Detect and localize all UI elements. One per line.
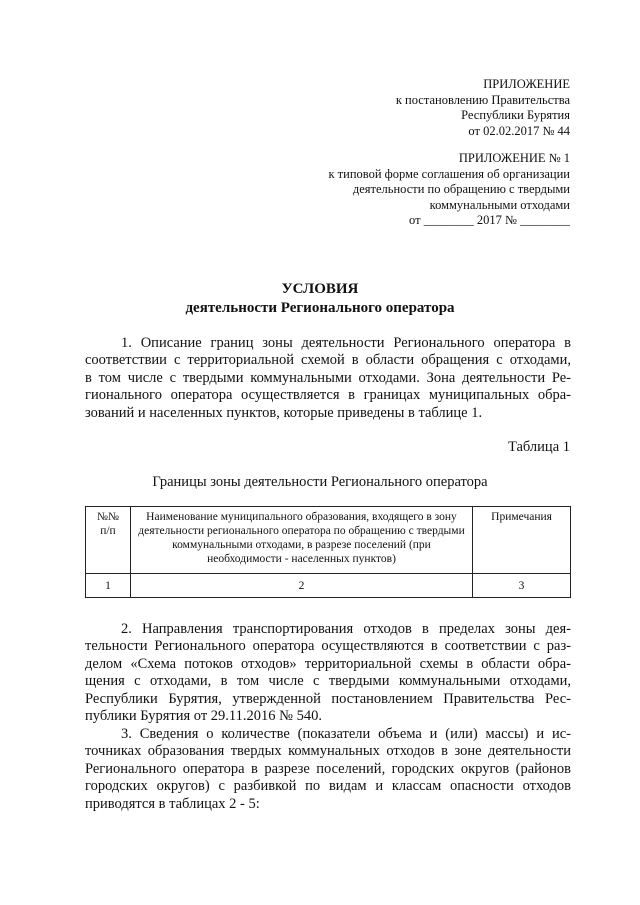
text-line: делом «Схема потоков отходов» территориальной схемы в области обра- [85, 655, 571, 672]
appendix-header [396, 77, 570, 139]
text-line: городских округов) с разбивкой по видам и классам опасности отходов [85, 778, 571, 795]
text-line: приводятся в таблицах 2 - 5: [85, 795, 260, 812]
table-row [86, 574, 571, 598]
appendix-line: коммунальными отходами [429, 197, 570, 212]
appendix-line: деятельности по обращению с твердыми [352, 182, 570, 196]
text-line: в том числе с твердыми коммунальными отходами. Зона деятельности Ре- [85, 369, 571, 386]
text-line: соответствии с территориальной схемой в области обращения с отходами, [85, 352, 571, 369]
subtitle-line: деятельности Регионального оператора [185, 300, 455, 316]
table-cell: 3 [473, 574, 571, 598]
text-line: зований и населенных пунктов, которые приведены в таблице 1. [85, 404, 483, 421]
text-line: Регионального оператора в разрезе поселений, городских округов (районов [85, 760, 571, 777]
appendix-line: к постановлению Правительства [395, 92, 570, 107]
table-cell: 1 [86, 574, 131, 598]
appendix-label: ПРИЛОЖЕНИЕ [483, 77, 570, 91]
boundaries-table [85, 506, 571, 598]
text-line: гионального оператора осуществляется в границах муниципальных обра- [85, 387, 571, 404]
paragraph-2 [85, 621, 571, 725]
appendix-label: ПРИЛОЖЕНИЕ № 1 [458, 151, 570, 165]
text-line: щения с отходами, в том числе с твердыми коммунальными отходами, [85, 673, 571, 690]
table-header-cell: Примечания [473, 507, 571, 574]
appendix-1-header [328, 151, 570, 229]
text-line: 3. Сведения о количестве (показатели объема и (или) массы) и ис- [121, 726, 571, 742]
text-line: 2. Направления транспортирования отходов в пределах зоны дея- [121, 621, 571, 637]
table-cell: 2 [130, 574, 472, 598]
table-title: Границы зоны деятельности Регионального оператора [152, 474, 488, 490]
table-header-cell: №№ п/п [86, 507, 131, 574]
text-line: 1. Описание границ зоны деятельности Регионального оператора в [121, 335, 571, 351]
text-line: тельности Регионального оператора осуществляются в соответствии с раз- [85, 638, 571, 655]
appendix-date: от 02.02.2017 № 44 [468, 123, 570, 138]
paragraph-1 [85, 335, 571, 422]
table-label: Таблица 1 [507, 439, 570, 455]
text-line: Республики Бурятия, утвержденной постановлением Правительства Рес- [85, 690, 571, 707]
appendix-line: Республики Бурятия [461, 108, 570, 122]
title-line: УСЛОВИЯ [281, 281, 359, 297]
document-title [70, 280, 570, 318]
appendix-line: к типовой форме соглашения об организации [328, 166, 570, 181]
text-line: точниках образования твердых коммунальных отходов в зоне деятельности [85, 743, 571, 760]
appendix-date: от ________ 2017 № ________ [409, 213, 570, 227]
text-line: публики Бурятия от 29.11.2016 № 540. [85, 708, 322, 725]
table-header-row [86, 507, 571, 574]
paragraph-3 [85, 726, 571, 813]
table-header-cell: Наименование муниципального образования, входящего в зону деятельности регионального оператора по обращению с твердыми коммунальными отходами, в разрезе поселений (при необходимости - населенных пунктов) [130, 507, 472, 574]
